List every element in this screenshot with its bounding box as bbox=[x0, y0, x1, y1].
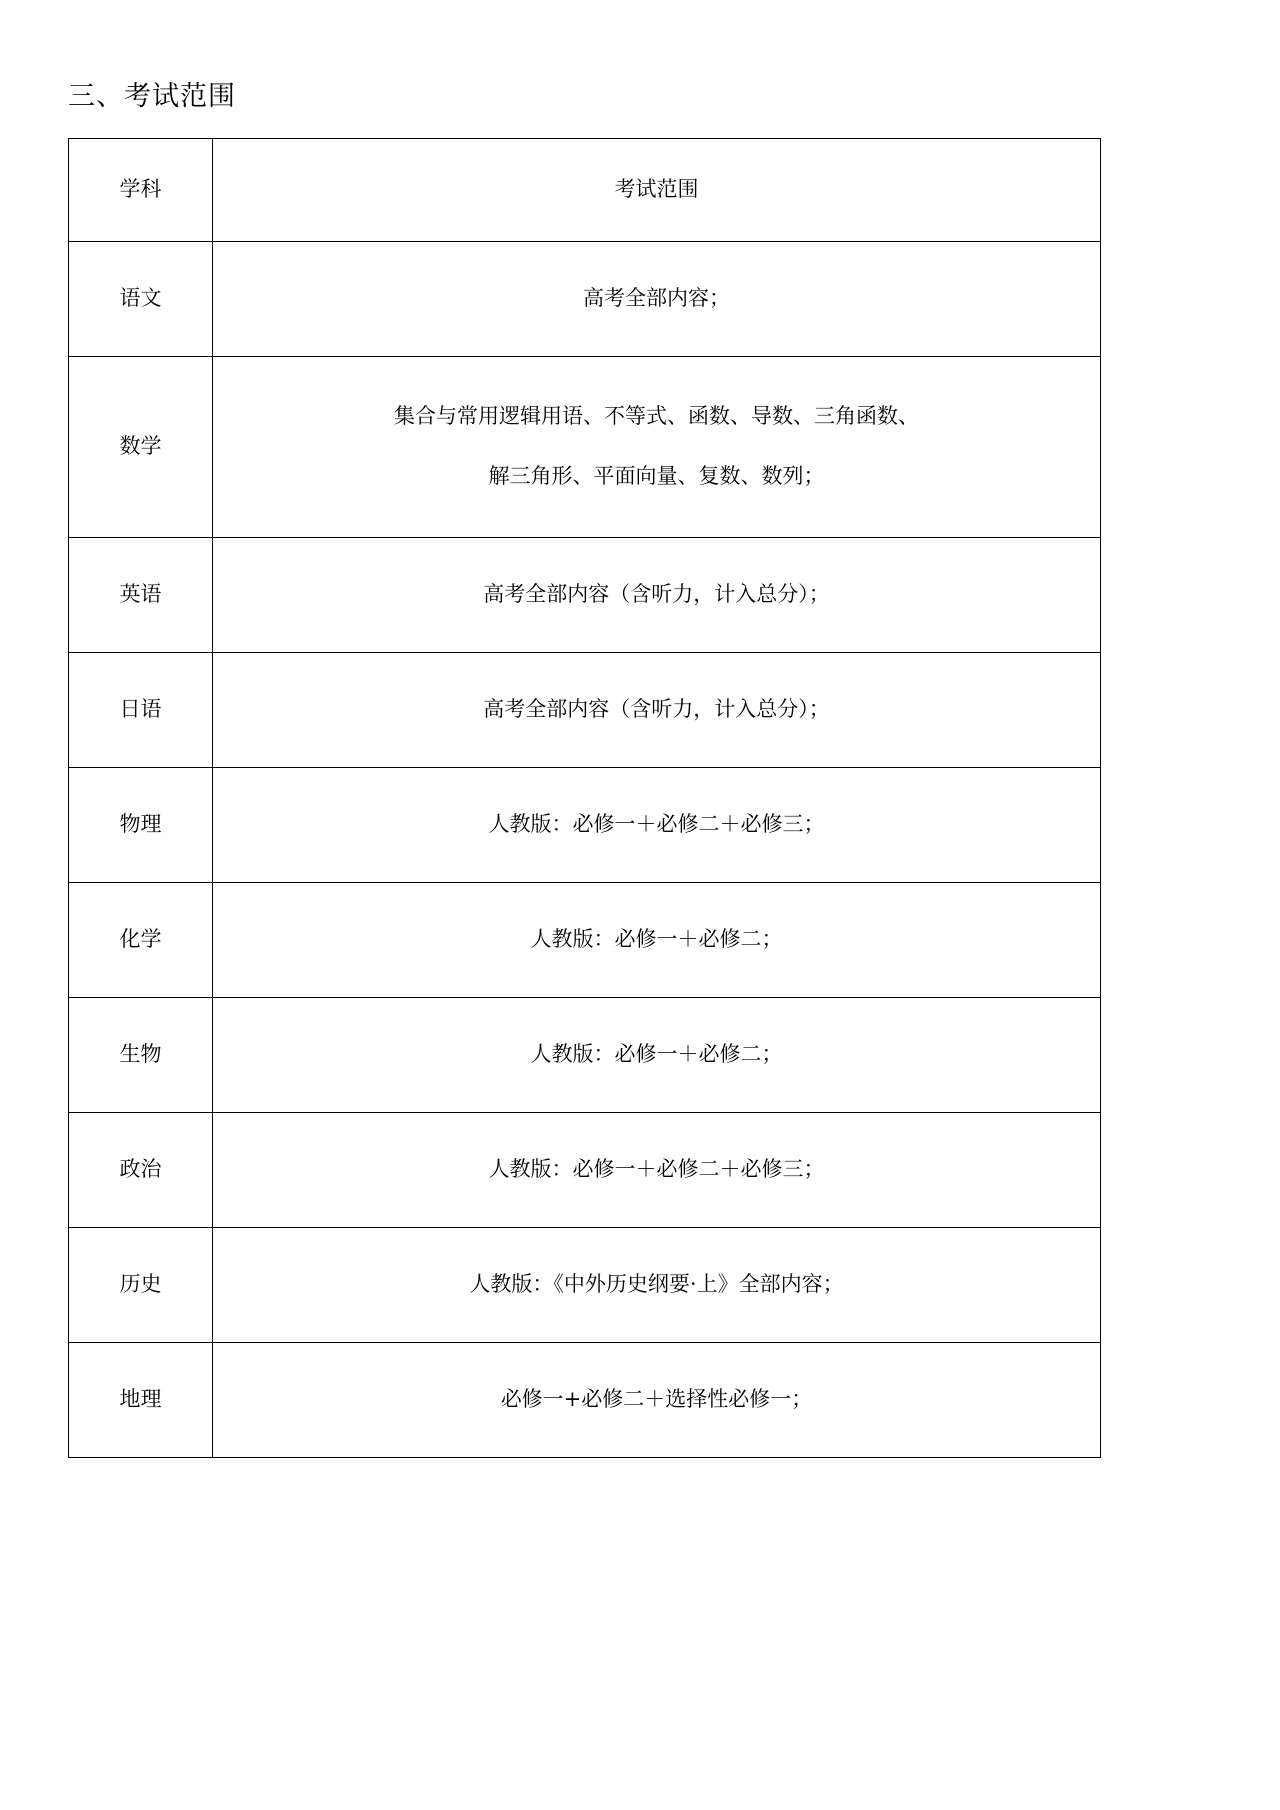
scope-line: 高考全部内容； bbox=[583, 286, 730, 311]
table-row bbox=[69, 242, 1101, 357]
subject-cell: 英语 bbox=[69, 538, 213, 653]
subject-cell: 生物 bbox=[69, 998, 213, 1113]
subject-cell: 政治 bbox=[69, 1113, 213, 1228]
scope-cell bbox=[213, 653, 1101, 768]
scope-line: 高考全部内容（含听力，计入总分）； bbox=[483, 697, 830, 722]
subject-cell: 日语 bbox=[69, 653, 213, 768]
scope-cell bbox=[213, 1228, 1101, 1343]
scope-cell bbox=[213, 242, 1101, 357]
scope-cell bbox=[213, 883, 1101, 998]
table-row bbox=[69, 1113, 1101, 1228]
scope-line: 必修一+必修二＋选择性必修一； bbox=[500, 1387, 813, 1412]
subject-cell: 数学 bbox=[69, 357, 213, 538]
subject-cell: 地理 bbox=[69, 1343, 213, 1458]
scope-line: 人教版：必修一＋必修二； bbox=[530, 927, 783, 952]
table-row bbox=[69, 357, 1101, 538]
subject-cell: 物理 bbox=[69, 768, 213, 883]
exam-scope-table bbox=[68, 138, 1101, 1458]
scope-line: 解三角形、平面向量、复数、数列； bbox=[488, 464, 825, 488]
table-row bbox=[69, 768, 1101, 883]
scope-line: 人教版：必修一＋必修二＋必修三； bbox=[488, 812, 825, 837]
table-row bbox=[69, 1343, 1101, 1458]
scope-line: 人教版：必修一＋必修二＋必修三； bbox=[488, 1157, 825, 1182]
table-row bbox=[69, 653, 1101, 768]
subject-cell: 历史 bbox=[69, 1228, 213, 1343]
scope-line: 集合与常用逻辑用语、不等式、函数、导数、三角函数、 bbox=[394, 404, 919, 429]
scope-cell bbox=[213, 1113, 1101, 1228]
scope-cell bbox=[213, 357, 1101, 538]
scope-line: 高考全部内容（含听力，计入总分）； bbox=[483, 582, 830, 607]
header-cell-subject: 学科 bbox=[69, 139, 213, 242]
subject-cell: 化学 bbox=[69, 883, 213, 998]
subject-cell: 语文 bbox=[69, 242, 213, 357]
scope-cell bbox=[213, 1343, 1101, 1458]
scope-line: 人教版：《中外历史纲要·上》全部内容； bbox=[469, 1272, 844, 1297]
table-row bbox=[69, 883, 1101, 998]
table-row bbox=[69, 998, 1101, 1113]
scope-cell bbox=[213, 768, 1101, 883]
section-heading: 三、考试范围 bbox=[68, 81, 236, 112]
scope-cell bbox=[213, 538, 1101, 653]
scope-cell bbox=[213, 998, 1101, 1113]
table-row bbox=[69, 538, 1101, 653]
scope-line: 人教版：必修一＋必修二； bbox=[530, 1042, 783, 1067]
table-row bbox=[69, 1228, 1101, 1343]
table-header-row bbox=[69, 139, 1101, 242]
header-cell-scope: 考试范围 bbox=[213, 139, 1101, 242]
